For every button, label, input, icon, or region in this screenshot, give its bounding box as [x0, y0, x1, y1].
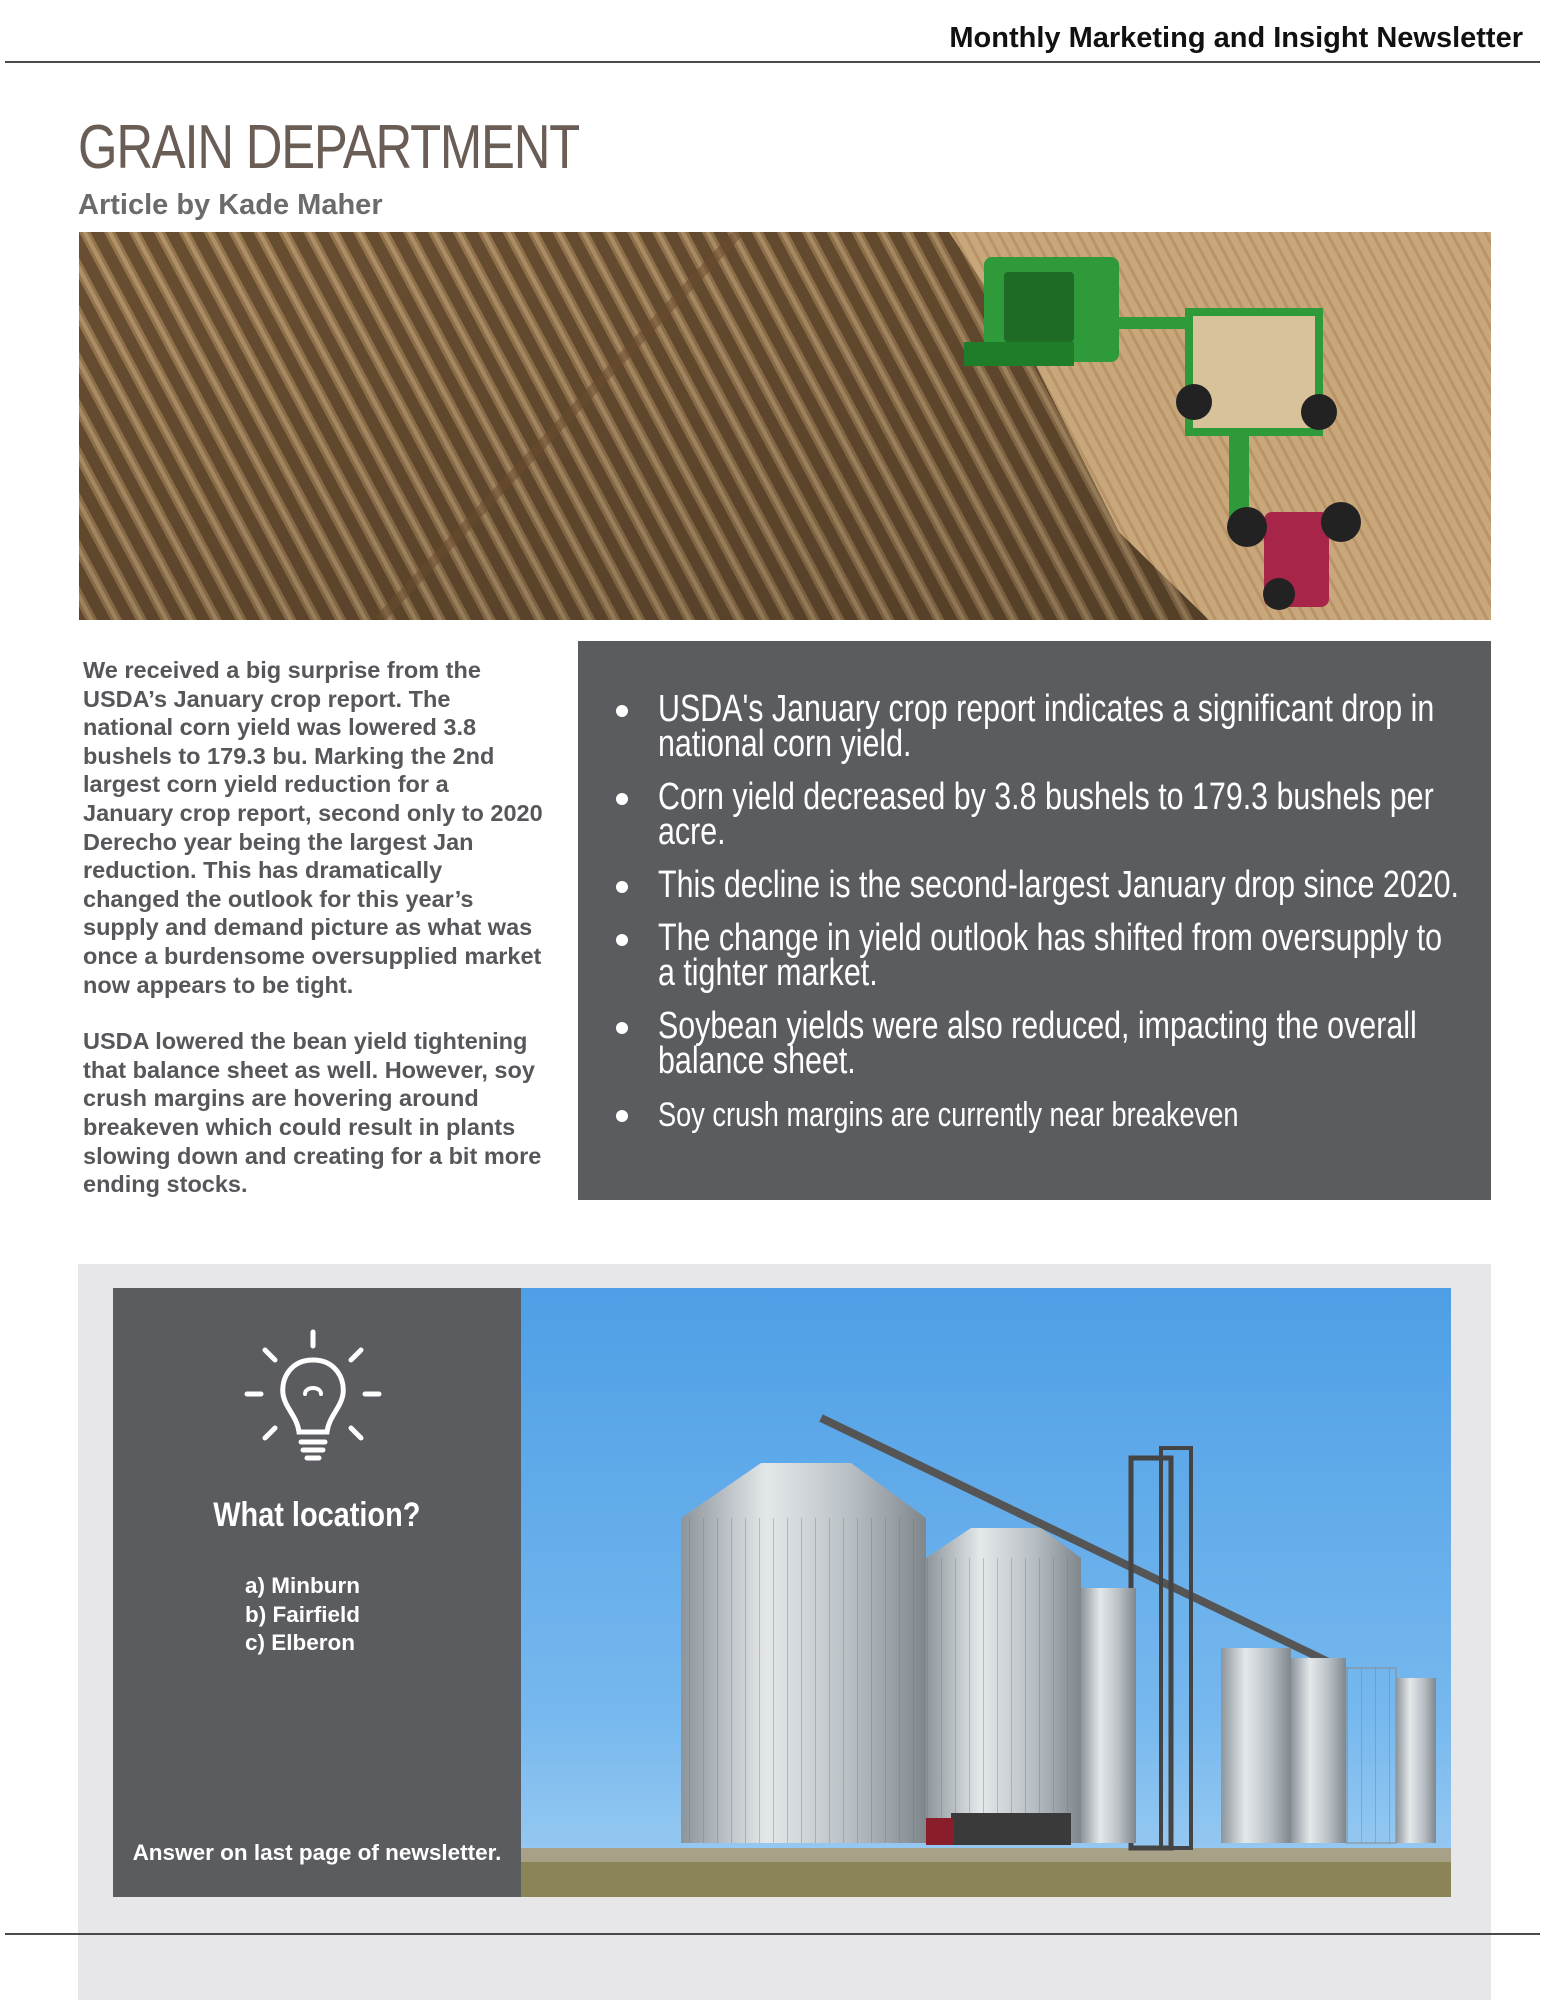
newsletter-title: Monthly Marketing and Insight Newsletter	[949, 22, 1523, 54]
quiz-card	[113, 1288, 521, 1897]
bullet-icon	[616, 793, 628, 805]
bullet-icon	[616, 1022, 628, 1034]
article-body	[83, 656, 543, 1227]
quiz-option: c) Elberon	[245, 1630, 356, 1655]
footer-divider	[5, 1933, 1540, 1935]
summary-bullet: This decline is the second-largest January drop since 2020.	[616, 868, 1476, 903]
lightbulb-icon	[243, 1328, 383, 1468]
grain-elevator-illustration	[521, 1288, 1451, 1897]
bullet-icon	[616, 705, 628, 717]
summary-box	[578, 641, 1491, 1200]
bullet-icon	[616, 1110, 628, 1122]
bullet-icon	[616, 881, 628, 893]
article-paragraph: We received a big surprise from the USDA’s January crop report. The national corn yield was lowered 3.8 bushels to 179.3 bu. Marking the 2nd largest corn yield reduction for a January crop report, second only to 2020 Derecho year being the largest Jan reduction. This has dramatically changed the outlook for this year’s supply and demand picture as what was once a burdensome oversupplied market now appears to be tight.	[83, 657, 543, 998]
aerial-harvest-illustration	[79, 232, 1491, 620]
hero-harvest-image	[79, 232, 1491, 620]
summary-bullet: Soybean yields were also reduced, impacting the overall balance sheet.	[616, 1009, 1476, 1079]
header-divider	[5, 61, 1540, 63]
article-byline: Article by Kade Maher	[78, 189, 383, 221]
article-paragraph: USDA lowered the bean yield tightening that balance sheet as well. However, soy crush margins are hovering around breakeven which could result in plants slowing down and creating for a bit more ending stocks.	[83, 1028, 542, 1198]
quiz-options	[245, 1572, 360, 1658]
summary-bullet-list	[616, 688, 1476, 1151]
summary-bullet: The change in yield outlook has shifted from oversupply to a tighter market.	[616, 921, 1476, 991]
summary-bullet: Soy crush margins are currently near breakeven	[616, 1097, 1476, 1133]
summary-bullet: USDA's January crop report indicates a significant drop in national corn yield.	[616, 692, 1476, 762]
quiz-answer-note: Answer on last page of newsletter.	[132, 1840, 502, 1865]
bullet-icon	[616, 934, 628, 946]
quiz-question: What location?	[213, 1496, 421, 1534]
quiz-option: b) Fairfield	[245, 1601, 361, 1627]
department-title: GRAIN DEPARTMENT	[78, 113, 580, 182]
grain-elevator-photo	[521, 1288, 1451, 1897]
quiz-option: a) Minburn	[245, 1573, 360, 1598]
summary-bullet: Corn yield decreased by 3.8 bushels to 179.3 bushels per acre.	[616, 780, 1476, 850]
